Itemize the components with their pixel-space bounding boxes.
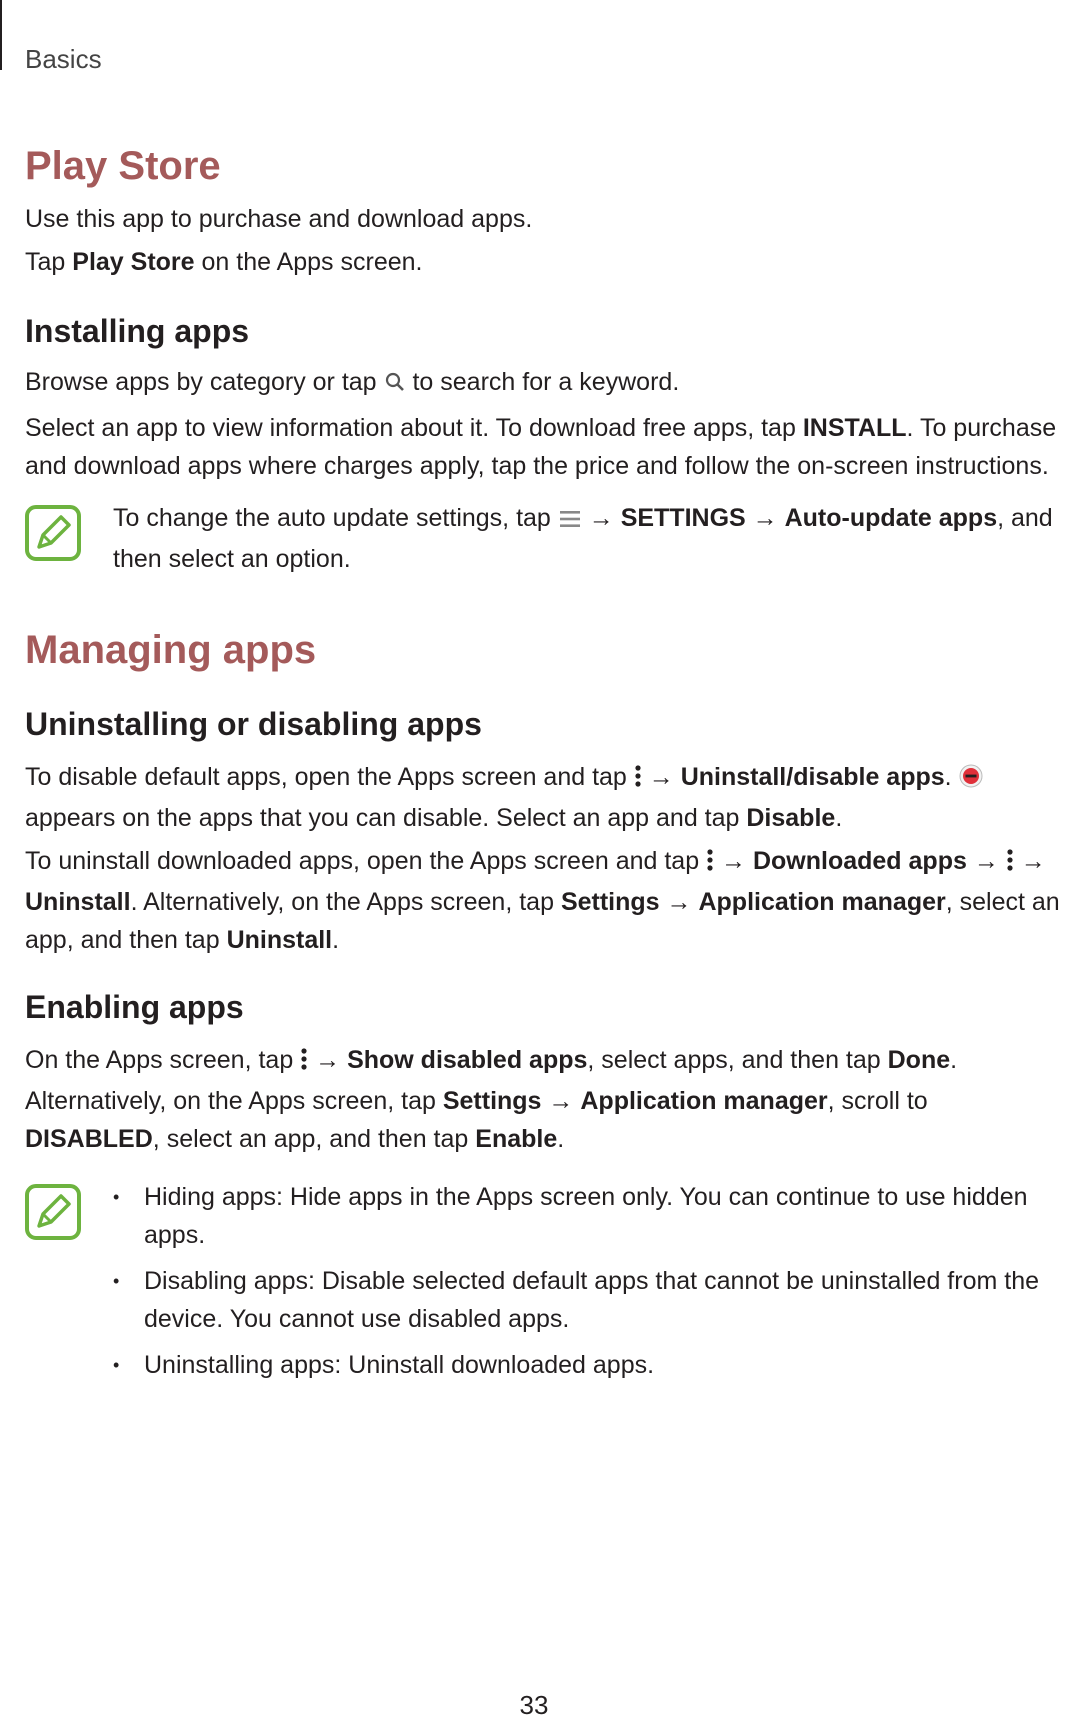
list-item: • Disabling apps: Disable selected default apps that cannot be uninstalled from the device. You cannot use disabled apps. (113, 1267, 1040, 1333)
section-label: Basics (25, 44, 102, 74)
play-store-tap-instruction: Tap Play Store on the Apps screen. (25, 248, 423, 276)
auto-update-note (25, 499, 1065, 578)
more-options-icon (300, 1044, 308, 1082)
list-item: • Uninstalling apps: Uninstall downloaded apps. (113, 1351, 655, 1379)
enabling-instructions: On the Apps screen, tap → Show disabled apps, select apps, and then tap Done. Alternatively, on the Apps screen, tap Settings → Application manager, scroll to DISABLED, select an app, and then tap Enable. (25, 1046, 958, 1153)
list-item: • Hiding apps: Hide apps in the Apps screen only. You can continue to use hidden apps. (113, 1183, 1028, 1249)
disable-default-apps: To disable default apps, open the Apps screen and tap → Uninstall/disable apps. appears on the apps that you can disable. Select an app and tap Disable. (25, 758, 1065, 837)
play-store-intro: Use this app to purchase and download apps. (25, 205, 533, 233)
search-icon (384, 366, 406, 404)
menu-icon (558, 502, 582, 540)
disable-badge-icon (959, 761, 983, 799)
header-rule (0, 0, 2, 70)
auto-update-note-text: To change the auto update settings, tap → SETTINGS → Auto-update apps, and then select an option. (113, 504, 1053, 573)
installing-apps-heading: Installing apps (25, 313, 250, 349)
page-content (25, 140, 1065, 1392)
uninstalling-heading: Uninstalling or disabling apps (25, 706, 482, 742)
note-icon (25, 1184, 81, 1240)
page-number: 33 (519, 1690, 549, 1720)
more-options-icon (634, 761, 642, 799)
more-options-icon (1006, 845, 1014, 883)
more-options-icon (706, 845, 714, 883)
note-icon (25, 505, 81, 561)
managing-apps-title: Managing apps (25, 628, 317, 672)
installing-select: Select an app to view information about it. To download free apps, tap INSTALL. To purchase and download apps where charges apply, tap the price and follow the on-screen instructions. (25, 414, 1057, 480)
app-states-list (113, 1178, 1065, 1384)
installing-browse: Browse apps by category or tap to search for a keyword. (25, 363, 1065, 404)
enabling-heading: Enabling apps (25, 989, 244, 1025)
app-states-note (25, 1178, 1065, 1384)
uninstall-downloaded-apps: To uninstall downloaded apps, open the Apps screen and tap → Downloaded apps → → Uninstall. Alternatively, on the Apps screen, tap Settings → Application manager, select an app, and then tap Uninstall. (25, 847, 1060, 954)
play-store-title: Play Store (25, 144, 221, 188)
